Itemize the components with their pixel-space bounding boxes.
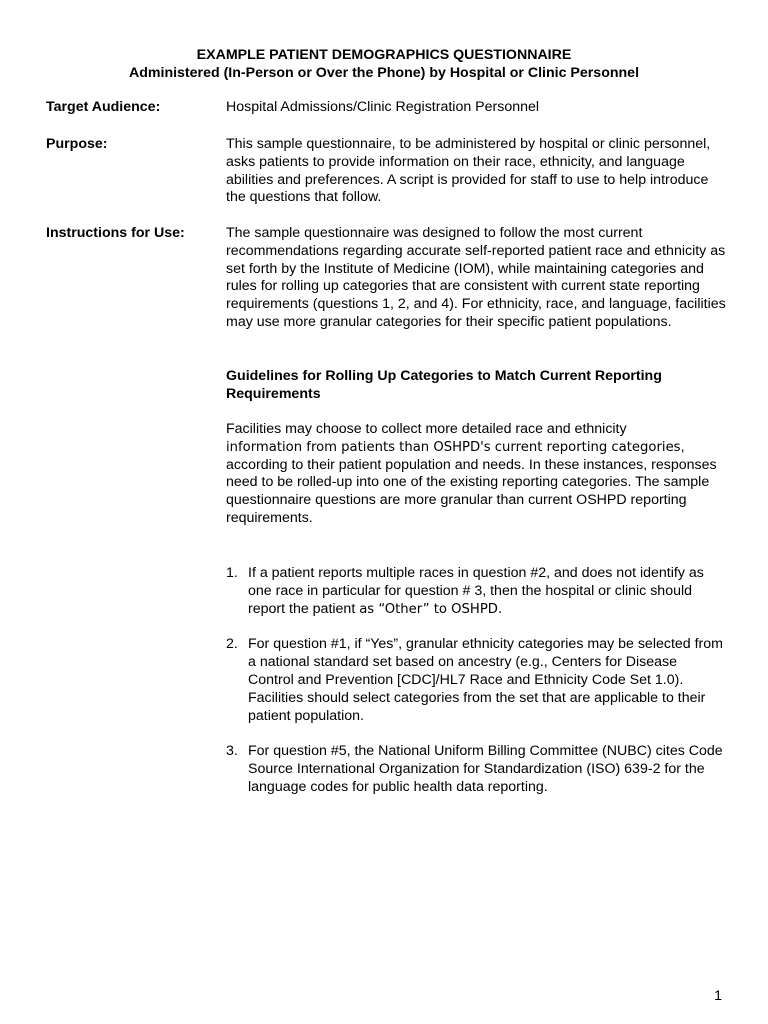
list-item-number: 1.	[226, 565, 238, 581]
target-audience-value: Hospital Admissions/Clinic Registration Personnel	[226, 99, 540, 115]
purpose-label: Purpose:	[46, 136, 108, 152]
list-item-text: For question #5, the National Uniform Billing Committee (NUBC) cites Code Source International Organization for Standardization (ISO) 639-2 for the language codes for public health data reporting.	[248, 743, 723, 795]
guidelines-intro-line-3: according to their patient population and needs. In these instances, responses need to be rolled-up into one of the existing reporting categories. The sample questionnaire questions are more granular than current OSHPD reporting requirements.	[226, 456, 717, 526]
list-item	[226, 565, 726, 618]
list-item	[226, 743, 726, 796]
list-item-text: If a patient reports multiple races in question #2, and does not identify as one race in particular for question # 3, then the hospital or clinic should report the patient	[248, 565, 704, 617]
list-item-number: 2.	[226, 636, 238, 653]
guidelines-intro-line-2: information from patients than OSHPD's current reporting categories	[226, 439, 681, 455]
guidelines-intro	[226, 421, 726, 528]
purpose-value: This sample questionnaire, to be administered by hospital or clinic personnel, asks patients to provide information on their race, ethnicity, and language abilities and preferences. A script is provided for staff to use to help introduce the questions that follow.	[226, 136, 711, 206]
guidelines-heading: Guidelines for Rolling Up Categories to Match Current Reporting Requirements	[226, 368, 662, 402]
list-item-text-alt: as “Other” to OSHPD.	[359, 601, 503, 617]
page-number: 1	[714, 988, 722, 1004]
list-item-text: For question #1, if “Yes”, granular ethnicity categories may be selected from a national standard set based on ancestry (e.g., Centers for Disease Control and Prevention [CDC]/HL7 Race and Ethnicity Code Set 1.0). Facilities should select categories from the set that are applicable to their patient population.	[248, 636, 723, 724]
instructions-value: The sample questionnaire was designed to follow the most current recommendations regarding accurate self-reported patient race and ethnicity as set forth by the Institute of Medicine (IOM), while maintaining categories and rules for rolling up categories that are consistent with current state reporting requirements (questions 1, 2, and 4). For ethnicity, race, and language, facilities may use more granular categories for their specific patient populations.	[226, 225, 726, 330]
title-line-1: EXAMPLE PATIENT DEMOGRAPHICS QUESTIONNAIRE	[196, 47, 572, 63]
guidelines-intro-line-1: Facilities may choose to collect more detailed race and ethnicity	[226, 421, 627, 437]
guidelines-intro-rest: , according to their patient population and needs. In these instances, responses need to be rolled-up into one of the existing reporting categories. The sample questionnaire questions are more granular than current OSHPD reporting requirements.	[226, 438, 717, 526]
guidelines-list	[226, 565, 726, 797]
document-title	[0, 46, 768, 82]
title-line-2: Administered (In-Person or Over the Phone) by Hospital or Clinic Personnel	[128, 65, 640, 81]
list-item-number: 3.	[226, 743, 238, 760]
instructions-label: Instructions for Use:	[46, 225, 185, 241]
list-item	[226, 636, 726, 725]
target-audience-label: Target Audience:	[46, 99, 161, 115]
